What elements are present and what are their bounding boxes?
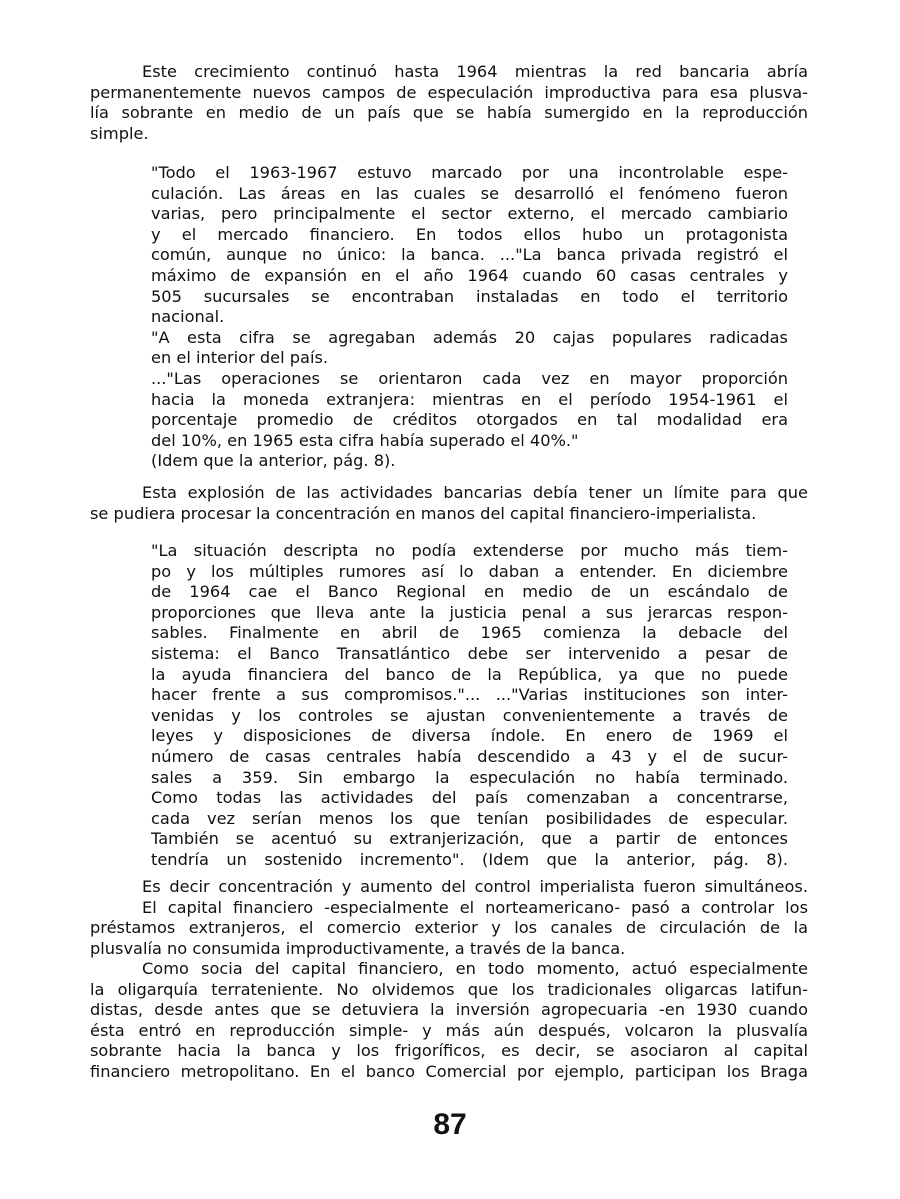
quote-line: nacional. bbox=[151, 307, 225, 327]
quote-line: hacia la moneda extranjera: mientras en el período 1954-1961 el bbox=[151, 389, 788, 409]
quote-line: Como todas las actividades del país comenzaban a concentrarse, bbox=[151, 788, 788, 808]
quote-line: número de casas centrales había descendido a 43 y el de sucur- bbox=[151, 746, 788, 766]
quote-line: "A esta cifra se agregaban además 20 cajas populares radicadas bbox=[151, 327, 788, 347]
quote-line: tendría un sostenido incremento". (Idem que la anterior, pág. 8). bbox=[151, 849, 788, 869]
quote-line: hacer frente a sus compromisos."... ..."Varias instituciones son inter- bbox=[151, 685, 788, 705]
quote-line: del 10%, en 1965 esta cifra había superado el 40%." bbox=[151, 430, 579, 450]
text-line: simple. bbox=[90, 123, 149, 143]
text-line: sobrante hacia la banca y los frigoríficos, es decir, se asociaron al capital bbox=[90, 1041, 808, 1061]
quote-line: sales a 359. Sin embargo la especulación no había terminado. bbox=[151, 767, 788, 787]
quote-line: sistema: el Banco Transatlántico debe ser intervenido a pesar de bbox=[151, 643, 788, 663]
quote-line: porcentaje promedio de créditos otorgados en tal modalidad era bbox=[151, 410, 788, 430]
quote-line: de 1964 cae el Banco Regional en medio de un escándalo de bbox=[151, 582, 788, 602]
text-line: ésta entró en reproducción simple- y más aún después, volcaron la plusvalía bbox=[90, 1020, 808, 1040]
text-line: lía sobrante en medio de un país que se había sumergido en la reproducción bbox=[90, 103, 808, 123]
quote-line: leyes y disposiciones de diversa índole. En enero de 1969 el bbox=[151, 726, 788, 746]
body-paragraph-2 bbox=[90, 483, 808, 524]
text-line: la oligarquía terrateniente. No olvidemos que los tradicionales oligarcas latifun- bbox=[90, 979, 808, 999]
quote-line: común, aunque no único: la banca. ..."La banca privada registró el bbox=[151, 245, 788, 265]
text-line: plusvalía no consumida improductivamente, a través de la banca. bbox=[90, 938, 626, 958]
quote-line: "La situación descripta no podía extenderse por mucho más tiem- bbox=[151, 541, 788, 560]
quote-line: venidas y los controles se ajustan convenientemente a través de bbox=[151, 705, 788, 725]
quote-line: y el mercado financiero. En todos ellos hubo un protagonista bbox=[151, 224, 788, 244]
quote-line: sables. Finalmente en abril de 1965 comienza la debacle del bbox=[151, 623, 788, 643]
page-number: 87 bbox=[433, 1108, 467, 1141]
quote-line: (Idem que la anterior, pág. 8). bbox=[151, 451, 396, 471]
quote-line: proporciones que lleva ante la justicia penal a sus jerarcas respon- bbox=[151, 602, 788, 622]
quote-line: "Todo el 1963-1967 estuvo marcado por una incontrolable espe- bbox=[151, 163, 788, 182]
text-line: financiero metropolitano. En el banco Comercial por ejemplo, participan los Braga bbox=[90, 1061, 808, 1081]
quote-line: ..."Las operaciones se orientaron cada vez en mayor proporción bbox=[151, 368, 788, 388]
block-quote-1 bbox=[151, 163, 788, 472]
quote-line: en el interior del país. bbox=[151, 348, 329, 368]
text-line: Este crecimiento continuó hasta 1964 mientras la red bancaria abría bbox=[142, 62, 808, 81]
text-line: Como socia del capital financiero, en todo momento, actuó especialmente bbox=[142, 959, 808, 978]
quote-line: cada vez serían menos los que tenían posibilidades de especular. bbox=[151, 808, 788, 828]
body-paragraph-1 bbox=[90, 62, 808, 144]
quote-line: po y los múltiples rumores así lo daban a entender. En diciembre bbox=[151, 561, 788, 581]
quote-line: la ayuda financiera del banco de la República, ya que no puede bbox=[151, 664, 788, 684]
quote-line: máximo de expansión en el año 1964 cuando 60 casas centrales y bbox=[151, 265, 788, 285]
block-quote-2 bbox=[151, 541, 788, 871]
quote-line: 505 sucursales se encontraban instaladas en todo el territorio bbox=[151, 286, 788, 306]
text-line: préstamos extranjeros, el comercio exterior y los canales de circulación de la bbox=[90, 918, 808, 938]
text-line: Es decir concentración y aumento del control imperialista fueron simultáneos. bbox=[142, 877, 808, 896]
body-paragraph-3 bbox=[90, 877, 808, 959]
text-line: Esta explosión de las actividades bancarias debía tener un límite para que bbox=[142, 483, 808, 502]
text-line: permanentemente nuevos campos de especulación improductiva para esa plusva- bbox=[90, 82, 808, 102]
body-paragraph-4 bbox=[90, 959, 808, 1083]
text-line: se pudiera procesar la concentración en manos del capital financiero-imperialista. bbox=[90, 503, 757, 523]
quote-line: culación. Las áreas en las cuales se desarrolló el fenómeno fueron bbox=[151, 183, 788, 203]
text-line: distas, desde antes que se detuviera la inversión agropecuaria -en 1930 cuando bbox=[90, 1000, 808, 1020]
quote-line: varias, pero principalmente el sector externo, el mercado cambiario bbox=[151, 204, 788, 224]
quote-line: También se acentuó su extranjerización, que a partir de entonces bbox=[151, 829, 788, 849]
text-line: El capital financiero -especialmente el norteamericano- pasó a controlar los bbox=[142, 897, 808, 917]
